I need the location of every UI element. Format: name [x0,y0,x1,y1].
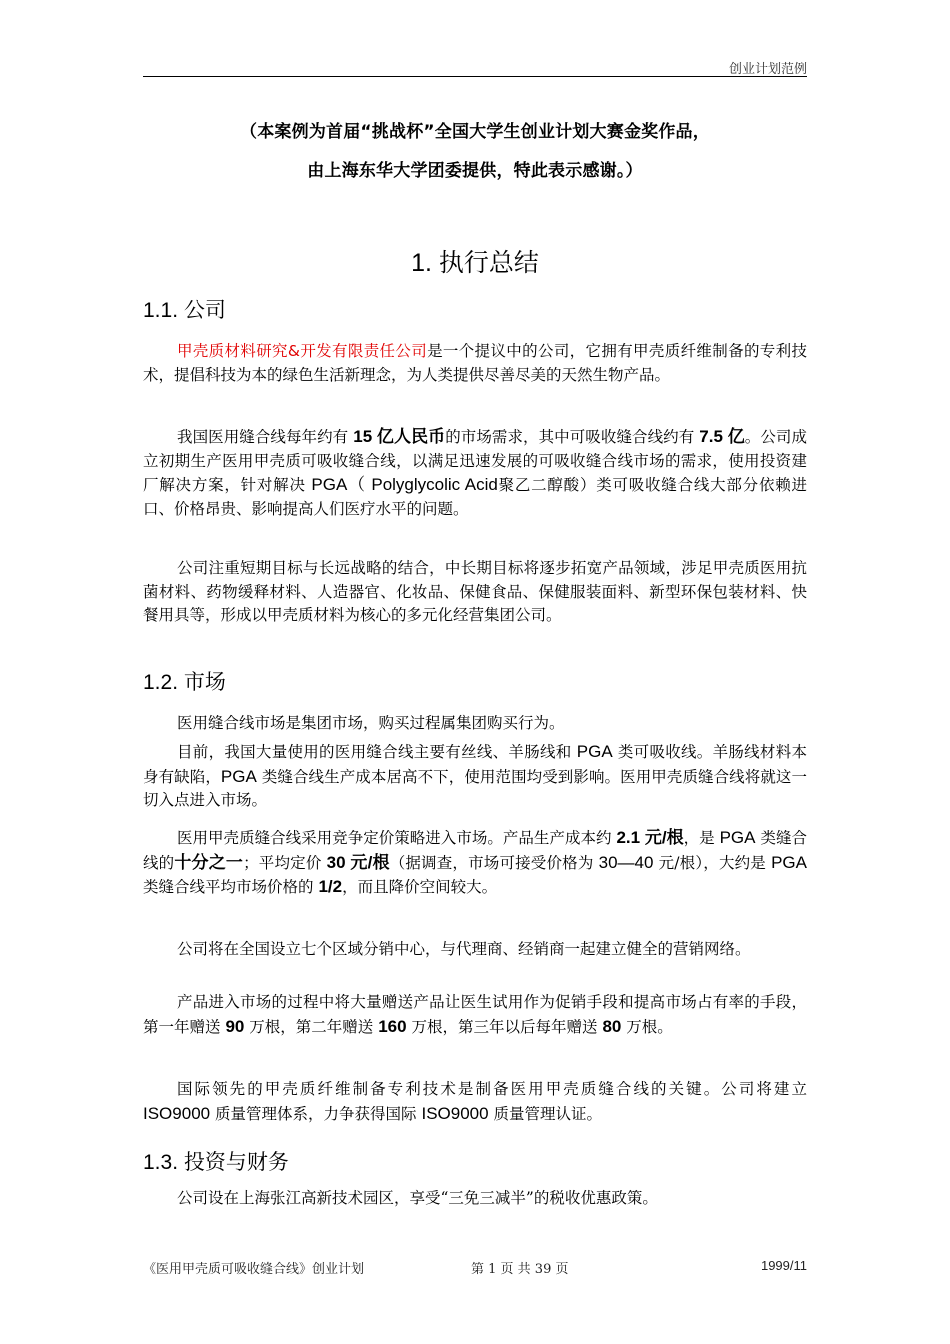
company-paragraph: 甲壳质材料研究&开发有限责任公司是一个提议中的公司，它拥有甲壳质纤维制备的专利技术，提倡科技为本的绿色生活新理念，为人类提供尽善尽美的天然生物产品。 [143,342,807,384]
acknowledgement-line-2: 由上海东华大学团委提供，特此表示感谢。） [307,161,643,181]
chapter-title: 1. 执行总结 [411,249,539,277]
section-title-company: 1.1. 公司 [143,299,226,322]
promotion-paragraph: 产品进入市场的过程中将大量赠送产品让医生试用作为促销手段和提高市场占有率的手段，第一年赠送 90 万根，第二年赠送 160 万根，第三年以后每年赠送 80 万根。 [143,993,807,1036]
pricing-paragraph: 医用甲壳质缝合线采用竞争定价策略进入市场。产品生产成本约 2.1 元/根，是 PGA 类缝合线的十分之一；平均定价 30 元/根（据调查，市场可接受价格为 30—40 元/根），大约是 PGA 类缝合线平均市场价格的 1/2，而且降价空间较大。 [143,828,807,896]
strategy-paragraph: 公司注重短期目标与长远战略的结合，中长期目标将逐步拓宽产品领域，涉足甲壳质医用抗菌材料、药物缓释材料、人造器官、化妆品、保健食品、保健服装面料、新型环保包装材料、快餐用具等，形成以甲壳质材料为核心的多元化经营集团公司。 [143,559,807,624]
distribution-paragraph: 公司将在全国设立七个区域分销中心，与代理商、经销商一起建立健全的营销网络。 [177,940,751,958]
quality-paragraph: 国际领先的甲壳质纤维制备专利技术是制备医用甲壳质缝合线的关键。公司将建立 ISO9000 质量管理体系，力争获得国际 ISO9000 质量管理认证。 [143,1080,807,1123]
company-name: 甲壳质材料研究&开发有限责任公司 [177,342,428,360]
market-size-paragraph: 我国医用缝合线每年约有 15 亿人民币的市场需求，其中可吸收缝合线约有 7.5 亿。公司成立初期生产医用甲壳质可吸收缝合线，以满足迅速发展的可吸收缝合线市场的需求，使用投资建厂解决方案，针对解决 PGA（ Polyglycolic Acid聚乙二醇酸）类可吸收缝合线大部分依赖进口、价格昂贵、影响提高人们医疗水平的问题。 [143,427,807,518]
running-header: 创业计划范例 [728,62,807,77]
section-title-market: 1.2. 市场 [143,671,226,694]
finance-paragraph: 公司设在上海张江高新技术园区，享受“三免三减半”的税收优惠政策。 [177,1189,658,1207]
market-paragraph-2: 目前，我国大量使用的医用缝合线主要有丝线、羊肠线和 PGA 类可吸收线。羊肠线材料本身有缺陷，PGA 类缝合线生产成本居高不下，使用范围均受到影响。医用甲壳质缝合线将就这一切入点进入市场。 [143,742,807,809]
acknowledgement-line-1: （本案例为首届“挑战杯”全国大学生创业计划大赛金奖作品， [240,122,710,142]
footer-page-number: 第 1 页 共 39 页 [471,1262,569,1277]
header-rule [143,76,807,77]
footer-date: 1999/11 [760,1258,807,1273]
market-paragraph-1: 医用缝合线市场是集团市场，购买过程属集团购买行为。 [177,714,565,732]
section-title-finance: 1.3. 投资与财务 [143,1151,289,1174]
footer-document-title: 《医用甲壳质可吸收缝合线》创业计划 [143,1262,365,1277]
